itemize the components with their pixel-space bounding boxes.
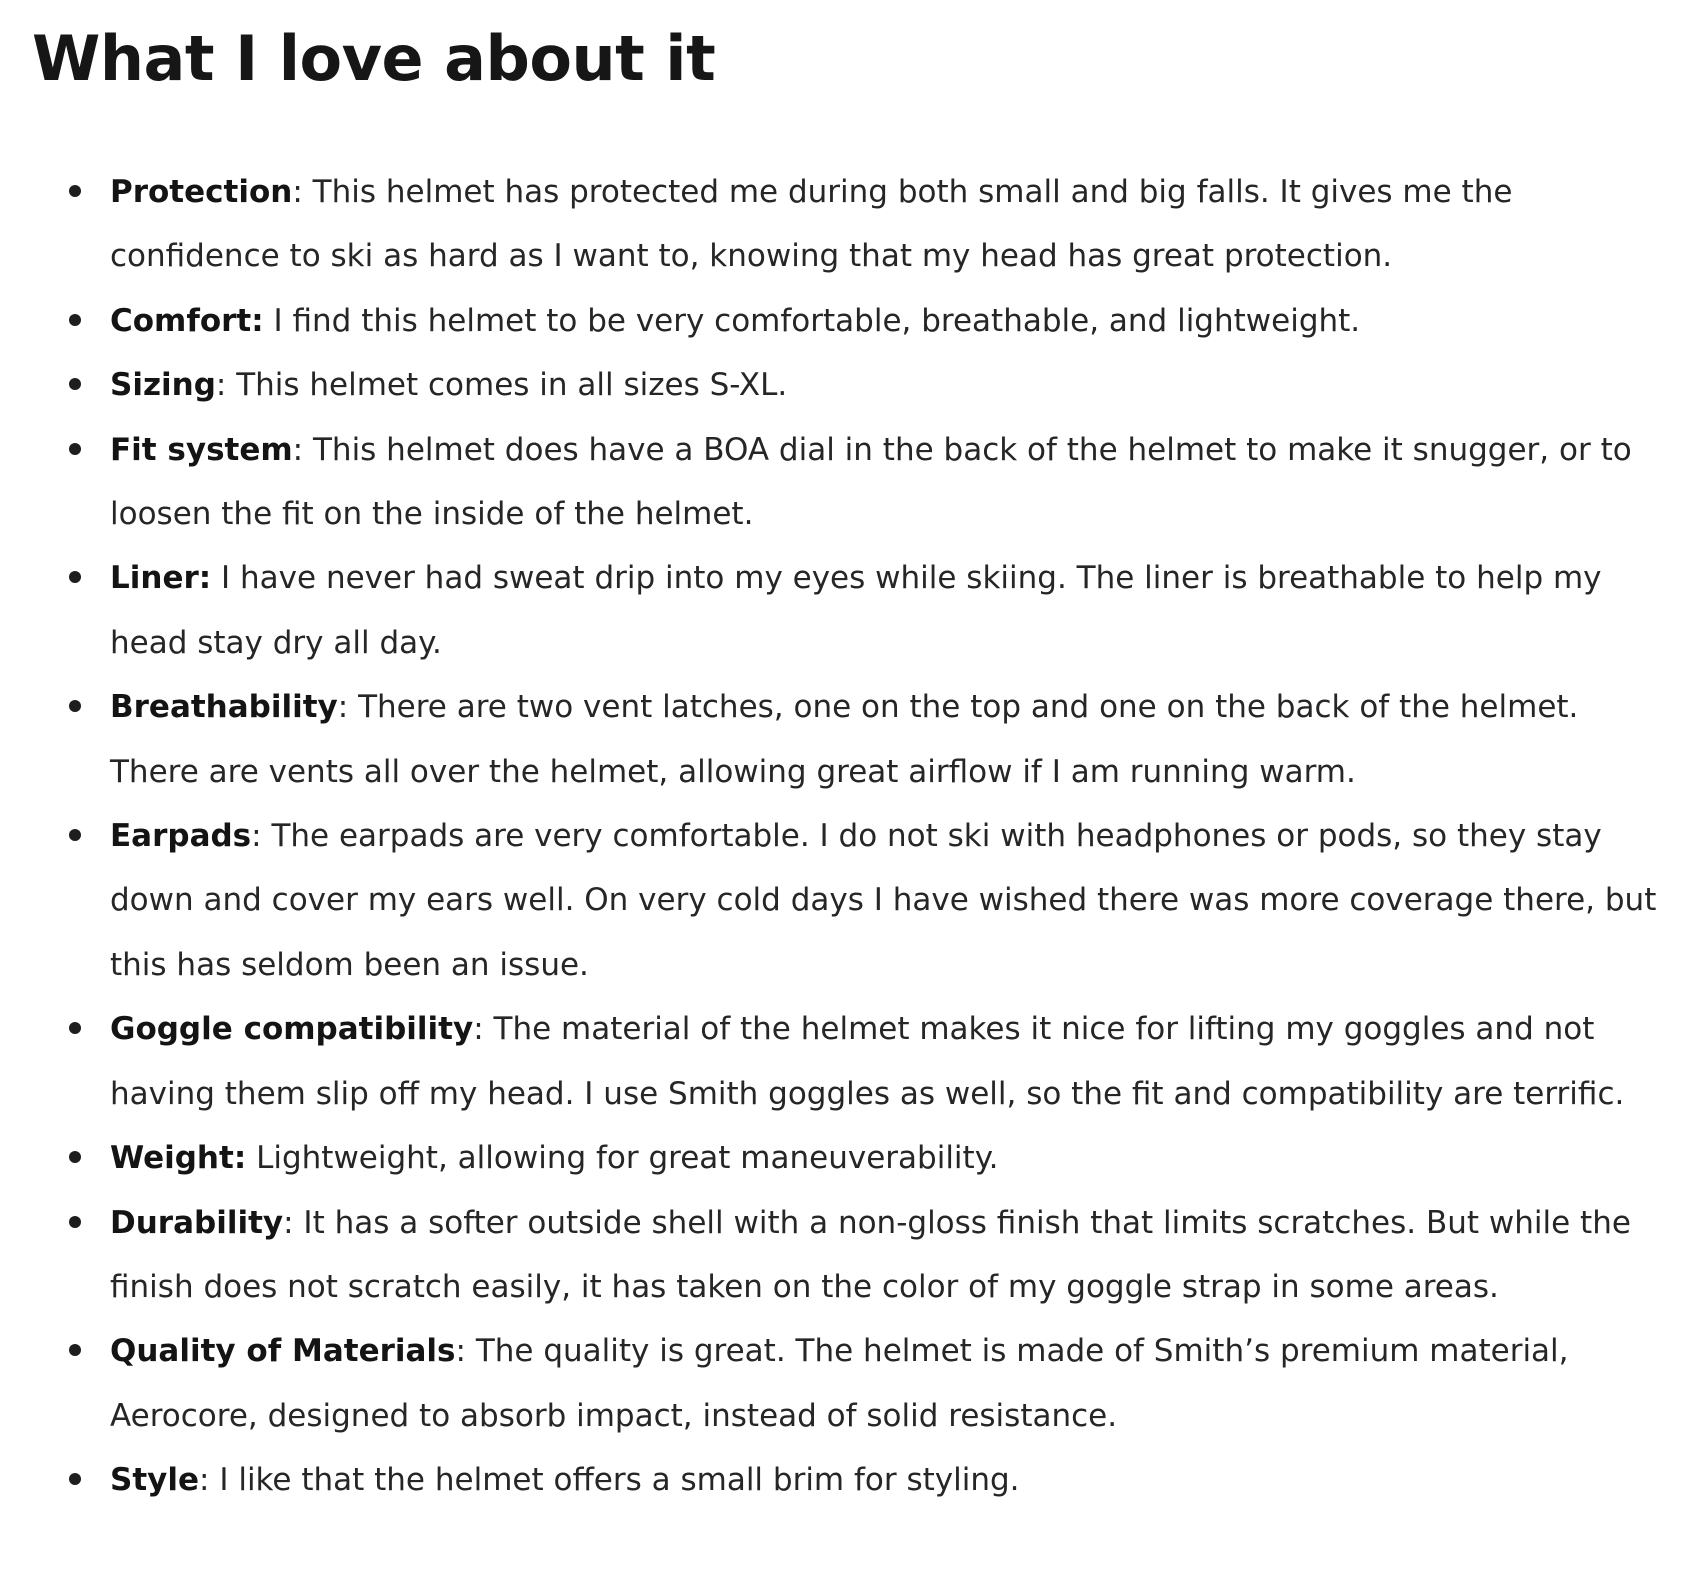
list-item-durability [110,1191,1672,1320]
list-item-earpads [110,804,1672,997]
item-term: Liner: [110,560,212,597]
item-text: There are two vent latches, one on the top and one on the back of the helmet. There are vents all over the helmet, allowing great airflow if I am running warm. [110,689,1579,790]
item-term: Quality of Materials [110,1333,456,1370]
list-item-quality-of-materials [110,1319,1672,1448]
bullet-icon [69,1216,81,1228]
item-term: Earpads [110,818,252,855]
item-separator: : [292,431,313,468]
section-heading: What I love about it [32,22,716,95]
list-item-style [110,1448,1672,1512]
list-item-fit-system [110,418,1672,547]
list-item-comfort [110,289,1672,353]
bullet-icon [69,829,81,841]
list-item-liner [110,546,1672,675]
bullet-icon [69,700,81,712]
item-separator: : [251,818,272,855]
bullet-icon [69,1151,81,1163]
item-separator: : [292,174,313,210]
item-text: I like that the helmet offers a small brim for styling. [219,1462,1020,1499]
item-text: It has a softer outside shell with a non-gloss finish that limits scratches. But while the finish does not scratch easily, it has taken on the color of my goggle strap in some areas. [110,1204,1631,1305]
bullet-icon [69,185,81,197]
bullet-icon [69,443,81,455]
feature-list [32,160,1672,1513]
item-separator [264,303,274,339]
item-separator [211,560,221,596]
item-term: Weight: [110,1140,247,1177]
item-term: Protection [110,174,293,210]
item-text: The earpads are very comfortable. I do not ski with headphones or pods, so they stay down and cover my ears well. On very cold days I have wished there was more coverage there, but this has seldom been an issue. [110,818,1657,983]
item-term: Sizing [110,367,216,404]
bullet-icon [69,378,81,390]
item-separator: : [283,1204,304,1241]
item-separator: : [199,1462,220,1499]
item-term: Durability [110,1204,284,1241]
item-text: This helmet does have a BOA dial in the back of the helmet to make it snugger, or to loosen the fit on the inside of the helmet. [110,431,1632,533]
list-item-weight [110,1126,1672,1190]
list-item-breathability [110,675,1672,804]
item-term: Style [110,1462,200,1499]
item-separator: : [337,689,359,726]
item-term: Comfort: [110,302,264,339]
item-text: This helmet has protected me during both small and big falls. It gives me the confidence to ski as hard as I want to, knowing that my head has great protection. [110,174,1513,275]
item-text: The quality is great. The helmet is made of Smith’s premium material, Aerocore, designed to absorb impact, instead of solid resistance. [110,1333,1569,1434]
item-term: Fit system [110,431,293,468]
item-term: Goggle compatibility [110,1011,474,1048]
item-separator: : [215,367,237,404]
item-text: I find this helmet to be very comfortable, breathable, and lightweight. [273,302,1361,339]
list-item-protection [110,160,1672,289]
item-text: Lightweight, allowing for great maneuverability. [256,1140,999,1177]
bullet-icon [69,571,81,583]
item-separator [246,1140,256,1176]
item-text: I have never had sweat drip into my eyes while skiing. The liner is breathable to help my head stay dry all day. [110,560,1602,661]
list-item-sizing [110,353,1672,417]
bullet-icon [69,1344,81,1356]
item-term: Breathability [110,689,338,726]
bullet-icon [69,1473,81,1485]
item-separator: : [473,1011,494,1048]
bullet-icon [69,1022,81,1034]
list-item-goggle-compatibility [110,997,1672,1126]
item-text: This helmet comes in all sizes S-XL. [236,367,788,404]
item-separator: : [455,1333,476,1370]
item-text: The material of the helmet makes it nice for lifting my goggles and not having them slip off my head. I use Smith goggles as well, so the fit and compatibility are terrific. [110,1011,1625,1112]
bullet-icon [69,314,81,326]
